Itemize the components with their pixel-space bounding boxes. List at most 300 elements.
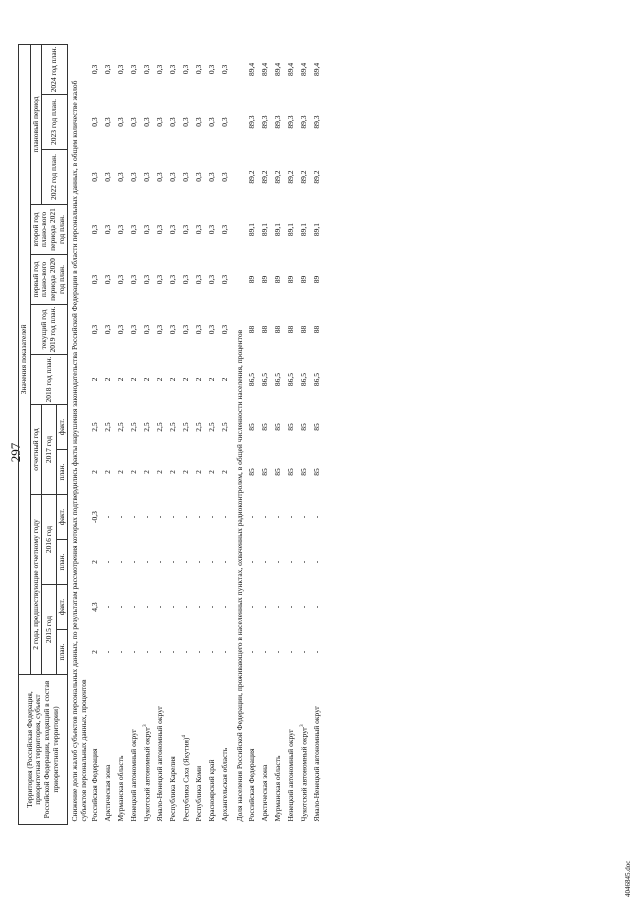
header-fact: факт.: [56, 585, 68, 630]
page-number: 297: [8, 442, 23, 463]
header-2024: 2024 год план.: [42, 44, 68, 94]
value-cell: 89,4: [312, 62, 321, 76]
value-cell: -: [273, 650, 282, 654]
value-cell: 2: [194, 470, 204, 474]
value-cell: 2: [168, 377, 178, 382]
territory-name-cell: [312, 675, 325, 825]
value-cell: 0,3: [207, 324, 217, 335]
header-territory: Территория (Российская Федерация, приоритетная территория, субъект Российской Федерации, входящий в состав приоритетной территории): [19, 675, 68, 825]
value-cell: -: [220, 560, 230, 564]
value-cell: 0,3: [181, 274, 191, 285]
value-cell: 0,3: [155, 224, 165, 235]
value-cell: 85: [299, 423, 308, 431]
value-cell: 0,3: [168, 224, 178, 235]
value-cell: 2,5: [194, 422, 204, 432]
value-cell: 88: [247, 325, 256, 334]
value-cell: -: [299, 650, 308, 654]
value-cell: 89,4: [273, 62, 282, 76]
value-cell: 88: [286, 325, 295, 334]
table-row: [168, 44, 181, 824]
value-cell: 89: [286, 275, 295, 284]
header-current-year: текущий год 2019 год план.: [30, 305, 68, 355]
value-cell: 0,3: [103, 172, 113, 182]
value-cell: -: [299, 605, 308, 609]
value-cell: 85: [299, 468, 308, 476]
value-cell: 0,3: [207, 224, 217, 235]
value-cell: 0,3: [155, 324, 165, 335]
value-cell: 2,5: [181, 422, 191, 432]
value-cell: 0,3: [181, 172, 191, 182]
value-cell: 89: [273, 275, 282, 284]
value-cell: -: [155, 560, 165, 564]
value-cell: -: [129, 605, 139, 609]
value-cell: -: [142, 560, 152, 564]
value-cell: -: [312, 515, 321, 519]
value-cell: 0,3: [129, 117, 139, 127]
value-cell: -: [247, 560, 256, 564]
value-cell: 85: [247, 423, 256, 431]
table-row: [220, 44, 233, 824]
value-cell: 0,3: [155, 64, 165, 75]
value-cell: 0,3: [90, 324, 100, 335]
value-cell: 0,3: [207, 117, 217, 127]
value-cell: -: [286, 650, 295, 654]
value-cell: -: [312, 560, 321, 564]
value-cell: 0,3: [142, 324, 152, 335]
value-cell: -: [247, 515, 256, 519]
value-cell: -: [103, 650, 113, 654]
value-cell: -: [168, 515, 178, 519]
value-cell: 85: [247, 468, 256, 476]
territory-name: Мурманская область: [116, 755, 126, 822]
value-cell: 0,3: [155, 274, 165, 285]
value-cell: -: [207, 605, 217, 609]
value-cell: 0,3: [116, 324, 126, 335]
value-cell: 88: [312, 325, 321, 334]
header-values: Значения показателей: [19, 44, 31, 674]
value-cell: 86,5: [247, 372, 256, 387]
value-cell: 0,3: [168, 64, 178, 75]
value-cell: 2,5: [129, 422, 139, 432]
value-cell: 2: [90, 470, 100, 474]
header-two-years: 2 года, предшествующие отчетному году: [30, 495, 42, 675]
value-cell: -: [247, 650, 256, 654]
value-cell: 2: [103, 377, 113, 382]
territory-name-cell: [194, 675, 207, 825]
value-cell: -: [129, 515, 139, 519]
value-cell: 0,3: [116, 172, 126, 182]
value-cell: 89: [312, 275, 321, 284]
value-cell: 89,3: [299, 115, 308, 129]
value-cell: 85: [273, 423, 282, 431]
value-cell: 89,1: [299, 222, 308, 237]
value-cell: -: [103, 515, 113, 519]
territory-name: Ненецкий автономный округ: [129, 729, 139, 822]
value-cell: 0,3: [220, 324, 230, 335]
table-row: [129, 44, 142, 824]
territory-name: Республика Карелия: [168, 756, 178, 822]
value-cell: 0,3: [194, 172, 204, 182]
value-cell: -: [299, 560, 308, 564]
value-cell: 0,3: [168, 324, 178, 335]
value-cell: -: [194, 605, 204, 609]
value-cell: -: [168, 650, 178, 654]
value-cell: -: [155, 650, 165, 654]
value-cell: -: [312, 650, 321, 654]
value-cell: 0,3: [220, 224, 230, 235]
value-cell: -: [207, 560, 217, 564]
value-cell: 0,3: [142, 274, 152, 285]
value-cell: 0,3: [90, 172, 100, 182]
value-cell: -: [155, 515, 165, 519]
header-plan: план.: [56, 540, 68, 585]
table-row: [312, 44, 325, 824]
value-cell: 2: [129, 377, 139, 382]
value-cell: 2: [194, 377, 204, 382]
section-title-row: [233, 44, 247, 824]
value-cell: 85: [273, 468, 282, 476]
territory-name-cell: [168, 675, 181, 825]
footnote-mark: 4: [182, 735, 188, 738]
value-cell: 0,3: [207, 172, 217, 182]
value-cell: 89,3: [286, 115, 295, 129]
value-cell: 2: [103, 470, 113, 474]
value-cell: -: [273, 560, 282, 564]
value-cell: 89,4: [260, 62, 269, 76]
value-cell: 0,3: [129, 324, 139, 335]
value-cell: 0,3: [90, 117, 100, 127]
value-cell: 86,5: [312, 372, 321, 387]
territory-name: Арктическая зона: [103, 764, 113, 822]
header-reporting-year: отчетный год: [30, 405, 42, 495]
value-cell: 88: [299, 325, 308, 334]
territory-name: Республика Коми: [194, 765, 204, 822]
table-row: [90, 44, 103, 824]
value-cell: 0,3: [181, 324, 191, 335]
value-cell: -: [194, 650, 204, 654]
document-filename: 4046845.doc: [624, 860, 632, 897]
value-cell: 0,3: [116, 64, 126, 75]
value-cell: 0,3: [142, 224, 152, 235]
value-cell: 2: [116, 377, 126, 382]
value-cell: 2: [207, 377, 217, 382]
table-row: [299, 44, 312, 824]
value-cell: -: [194, 560, 204, 564]
value-cell: -: [168, 605, 178, 609]
header-planning-period: плановый период: [30, 44, 42, 204]
value-cell: -: [260, 650, 269, 654]
header-2016: 2016 год: [42, 495, 56, 585]
value-cell: 0,3: [220, 274, 230, 285]
value-cell: 0,3: [181, 64, 191, 75]
header-plan: план.: [56, 630, 68, 675]
section-title-row: [68, 44, 91, 824]
table-row: [181, 44, 194, 824]
table-row: [273, 44, 286, 824]
value-cell: 0,3: [181, 117, 191, 127]
value-cell: 89,1: [260, 222, 269, 237]
value-cell: 0,3: [168, 117, 178, 127]
value-cell: 89,1: [286, 222, 295, 237]
value-cell: 0,3: [90, 224, 100, 235]
value-cell: -: [116, 650, 126, 654]
value-cell: -0,3: [90, 511, 100, 523]
table-row: [260, 44, 273, 824]
territory-name: Красноярский край: [207, 759, 217, 822]
value-cell: 2: [90, 560, 100, 564]
header-second-year: второй год плано-вого периода 2021 год план.: [30, 205, 68, 255]
header-2015: 2015 год: [42, 585, 56, 675]
value-cell: 89,2: [247, 170, 256, 184]
value-cell: 89,1: [247, 222, 256, 237]
value-cell: 0,3: [194, 224, 204, 235]
value-cell: 86,5: [260, 372, 269, 387]
value-cell: 0,3: [129, 172, 139, 182]
table-row: [247, 44, 260, 824]
indicators-table: [18, 44, 325, 825]
value-cell: -: [286, 560, 295, 564]
value-cell: 0,3: [103, 274, 113, 285]
header-fact: факт.: [56, 495, 68, 540]
territory-name-cell: [299, 675, 312, 825]
value-cell: -: [142, 515, 152, 519]
value-cell: 0,3: [142, 64, 152, 75]
value-cell: 2: [220, 377, 230, 382]
value-cell: 2,5: [90, 422, 100, 432]
value-cell: 0,3: [220, 117, 230, 127]
header-2018: 2018 год план.: [30, 355, 68, 405]
header-plan: план.: [56, 450, 68, 495]
value-cell: 2: [142, 470, 152, 474]
value-cell: 2: [168, 470, 178, 474]
table-row: [155, 44, 168, 824]
territory-name: Ямало-Ненецкий автономный округ: [312, 705, 321, 822]
value-cell: 86,5: [299, 372, 308, 387]
value-cell: 0,3: [90, 274, 100, 285]
territory-name: Чукотский автономный округ: [299, 726, 309, 822]
value-cell: -: [116, 560, 126, 564]
footnote-mark: 3: [300, 724, 305, 727]
value-cell: -: [260, 605, 269, 609]
table-row: [207, 44, 220, 824]
value-cell: 85: [286, 423, 295, 431]
value-cell: -: [207, 515, 217, 519]
value-cell: 2: [207, 470, 217, 474]
value-cell: 2: [142, 377, 152, 382]
value-cell: 88: [273, 325, 282, 334]
value-cell: -: [312, 605, 321, 609]
table-row: [194, 44, 207, 824]
territory-name: Российская Федерация: [247, 748, 256, 822]
section-title: Доля населения Российской Федерации, проживающего в населенных пунктах, охваченных радиоконтролем, в общей численности населения, процентов: [235, 329, 245, 822]
table-row: [116, 44, 129, 824]
value-cell: -: [116, 605, 126, 609]
value-cell: 85: [286, 468, 295, 476]
footnote-mark: 3: [143, 724, 149, 727]
value-cell: 0,3: [194, 117, 204, 127]
value-cell: 0,3: [129, 224, 139, 235]
value-cell: 89,4: [299, 62, 308, 76]
value-cell: 0,3: [168, 172, 178, 182]
value-cell: 2: [181, 470, 191, 474]
value-cell: -: [273, 605, 282, 609]
value-cell: 89: [247, 275, 256, 284]
value-cell: -: [207, 650, 217, 654]
value-cell: 2: [90, 377, 100, 382]
value-cell: 2,5: [207, 422, 217, 432]
value-cell: 89,1: [273, 222, 282, 237]
value-cell: 89,3: [273, 115, 282, 129]
value-cell: -: [116, 515, 126, 519]
value-cell: -: [260, 560, 269, 564]
value-cell: 2,5: [220, 422, 230, 432]
table-row: [286, 44, 299, 824]
territory-name: Ямало-Ненецкий автономный округ: [155, 705, 165, 822]
table-body: [68, 44, 325, 824]
value-cell: 0,3: [168, 274, 178, 285]
value-cell: 88: [260, 325, 269, 334]
table-row: [103, 44, 116, 824]
value-cell: -: [142, 650, 152, 654]
value-cell: 0,3: [129, 274, 139, 285]
value-cell: 2: [129, 470, 139, 474]
value-cell: 89,2: [312, 170, 321, 184]
value-cell: 0,3: [194, 274, 204, 285]
value-cell: 2,5: [168, 422, 178, 432]
territory-name-cell: [181, 675, 194, 825]
value-cell: 2,5: [103, 422, 113, 432]
value-cell: -: [103, 605, 113, 609]
territory-name-cell: [103, 675, 116, 825]
value-cell: 85: [312, 468, 321, 476]
value-cell: -: [220, 650, 230, 654]
value-cell: -: [142, 605, 152, 609]
header-2022: 2022 год план.: [42, 150, 68, 205]
territory-name: Российская Федерация: [90, 748, 100, 822]
value-cell: 0,3: [90, 64, 100, 75]
value-cell: 0,3: [194, 324, 204, 335]
value-cell: -: [181, 560, 191, 564]
value-cell: 89,3: [260, 115, 269, 129]
territory-name: Республика Саха (Якутия): [181, 737, 191, 822]
territory-name-cell: [273, 675, 286, 825]
value-cell: 2: [116, 470, 126, 474]
value-cell: 4,3: [90, 602, 100, 612]
section-title: Снижение доли жалоб субъектов персональных данных, по результатам рассмотрения которых подтвердились факты нарушения законодательства Российской Федерации в области персональных данных, в общем количестве жалоб субъектов персональных данных, процентов: [70, 80, 88, 822]
value-cell: 89,3: [312, 115, 321, 129]
value-cell: 0,3: [103, 324, 113, 335]
value-cell: 89,2: [286, 170, 295, 184]
value-cell: 0,3: [103, 117, 113, 127]
territory-name-cell: [260, 675, 273, 825]
value-cell: 0,3: [155, 172, 165, 182]
value-cell: -: [220, 605, 230, 609]
value-cell: -: [155, 605, 165, 609]
territory-name-cell: [155, 675, 168, 825]
value-cell: 0,3: [155, 117, 165, 127]
territory-name-cell: [142, 675, 155, 825]
header-2017: 2017 год: [42, 405, 56, 495]
value-cell: 0,3: [103, 64, 113, 75]
value-cell: -: [168, 560, 178, 564]
value-cell: 2,5: [116, 422, 126, 432]
value-cell: 89,3: [247, 115, 256, 129]
value-cell: -: [181, 515, 191, 519]
value-cell: 0,3: [129, 64, 139, 75]
value-cell: 2: [220, 470, 230, 474]
value-cell: -: [286, 515, 295, 519]
value-cell: 2,5: [155, 422, 165, 432]
territory-name-cell: [129, 675, 142, 825]
value-cell: -: [129, 650, 139, 654]
value-cell: 0,3: [103, 224, 113, 235]
territory-name-cell: [90, 675, 103, 825]
value-cell: 0,3: [207, 64, 217, 75]
value-cell: -: [220, 515, 230, 519]
value-cell: 85: [260, 423, 269, 431]
territory-name: Мурманская область: [273, 755, 282, 822]
value-cell: -: [129, 560, 139, 564]
territory-name-cell: [116, 675, 129, 825]
value-cell: -: [181, 605, 191, 609]
territory-name-cell: [247, 675, 260, 825]
value-cell: -: [247, 605, 256, 609]
value-cell: -: [194, 515, 204, 519]
territory-name-cell: [220, 675, 233, 825]
header-fact: факт.: [56, 405, 68, 450]
value-cell: 0,3: [116, 274, 126, 285]
table-row: [142, 44, 155, 824]
value-cell: 0,3: [220, 64, 230, 75]
territory-name: Архангельская область: [220, 747, 230, 822]
value-cell: 86,5: [273, 372, 282, 387]
value-cell: 0,3: [194, 64, 204, 75]
value-cell: 85: [260, 468, 269, 476]
value-cell: 89,2: [260, 170, 269, 184]
value-cell: 0,3: [181, 224, 191, 235]
value-cell: 2: [90, 650, 100, 654]
value-cell: 2: [181, 377, 191, 382]
value-cell: -: [181, 650, 191, 654]
value-cell: 0,3: [142, 172, 152, 182]
value-cell: 0,3: [116, 224, 126, 235]
header-2023: 2023 год план.: [42, 95, 68, 150]
value-cell: 89,1: [312, 222, 321, 237]
value-cell: 2,5: [142, 422, 152, 432]
value-cell: -: [286, 605, 295, 609]
value-cell: 89,4: [247, 62, 256, 76]
territory-name-cell: [207, 675, 220, 825]
territory-name: Чукотский автономный округ: [142, 726, 152, 822]
value-cell: 0,3: [207, 274, 217, 285]
value-cell: 89,4: [286, 62, 295, 76]
value-cell: 0,3: [116, 117, 126, 127]
value-cell: 0,3: [220, 172, 230, 182]
value-cell: 89: [260, 275, 269, 284]
territory-name: Арктическая зона: [260, 764, 269, 822]
header-first-year: первый год плано-вого периода 2020 год план.: [30, 255, 68, 305]
value-cell: 2: [155, 377, 165, 382]
value-cell: -: [273, 515, 282, 519]
territory-name-cell: [286, 675, 299, 825]
value-cell: 86,5: [286, 372, 295, 387]
value-cell: 89: [299, 275, 308, 284]
value-cell: 89,2: [273, 170, 282, 184]
value-cell: 89,2: [299, 170, 308, 184]
value-cell: -: [260, 515, 269, 519]
value-cell: -: [299, 515, 308, 519]
territory-name: Ненецкий автономный округ: [286, 729, 295, 822]
